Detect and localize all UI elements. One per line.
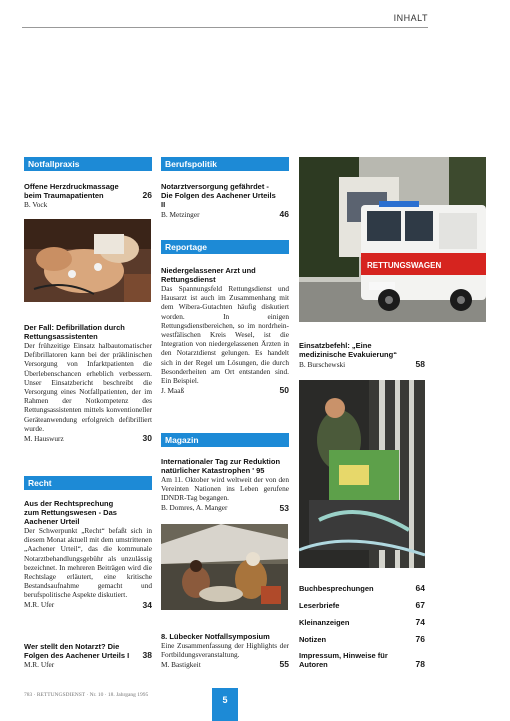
section-band: Reportage bbox=[161, 240, 289, 254]
page-number: 5 bbox=[212, 688, 238, 721]
section-band: Notfallpraxis bbox=[24, 157, 152, 171]
section-band: Magazin bbox=[161, 433, 289, 447]
entry-page: 53 bbox=[279, 502, 289, 513]
entry-title: Offene Herzdruckmassage beim Traumapatienten bbox=[24, 182, 119, 200]
entry-author: J. Maaß bbox=[161, 386, 185, 396]
ambulance-label: RETTUNGSWAGEN bbox=[367, 261, 442, 270]
defibrillation-photo bbox=[24, 219, 151, 302]
toc-entry-rechtsprechung[interactable] bbox=[24, 499, 152, 610]
toc-entry-evakuierung[interactable] bbox=[299, 341, 429, 369]
entry-page: 30 bbox=[142, 433, 152, 444]
entry-author: B. Metzinger bbox=[161, 209, 200, 219]
entry-author: M.R. Ufer bbox=[24, 600, 55, 610]
toc-entry-herzdruckmassage[interactable] bbox=[24, 182, 152, 209]
list-item-label: Kleinanzeigen bbox=[299, 618, 350, 627]
list-item-label: Leserbriefe bbox=[299, 601, 340, 610]
list-item-page: 74 bbox=[415, 617, 425, 627]
list-item[interactable] bbox=[299, 600, 429, 610]
list-item[interactable] bbox=[299, 634, 429, 644]
section-notfallpraxis bbox=[24, 157, 152, 171]
entry-title: Internationaler Tag zur Reduktion natürlicher Katastrophen ' 95 bbox=[161, 457, 281, 475]
list-item-label: Notizen bbox=[299, 635, 327, 644]
section-band: Recht bbox=[24, 476, 152, 490]
entry-abstract: Das Spannungsfeld Rettungsdienst und Hausarzt ist auch im Zusammenhang mit dem Wibera-Gutachten häufig diskutiert worden. In einigen Rettungsdienstbereichen, so im nordrhein-westfälischen Kreis Wesel, ist die Integration von niedergelassenen Ärzten in den Notarztdienst gelungen. Es handelt sich in der Regel um Lösungen, die durch Besonderheiten am Ort entstanden sind. Ein Beispiel. bbox=[161, 284, 289, 386]
entry-title: Der Fall: Defibrillation durch Rettungsassistenten bbox=[24, 323, 125, 341]
entry-page: 58 bbox=[415, 359, 425, 369]
entry-page: 55 bbox=[279, 659, 289, 670]
entry-title: Notarztversorgung gefährdet - Die Folgen des Aachener Urteils II bbox=[161, 182, 276, 209]
list-item[interactable] bbox=[299, 651, 429, 669]
entry-author: B. Vock bbox=[24, 200, 48, 209]
entry-author: B. Domres, A. Manger bbox=[161, 503, 228, 513]
entry-author: M. Hauswurz bbox=[24, 433, 64, 443]
entry-title: Einsatzbefehl: „Eine medizinische Evakuierung“ bbox=[299, 341, 397, 359]
entry-abstract: Eine Zusammenfassung der Highlights der Fortbildungsveranstaltung. bbox=[161, 641, 289, 660]
header-rule bbox=[22, 27, 428, 28]
toc-entry-symposium[interactable] bbox=[161, 632, 289, 669]
list-item-label: Buchbesprechungen bbox=[299, 584, 374, 593]
entry-page: 34 bbox=[142, 599, 152, 610]
evacuation-photo bbox=[299, 380, 425, 568]
toc-entry-notarzt[interactable] bbox=[24, 642, 152, 669]
entry-title: Aus der Rechtsprechung zum Rettungswesen - Das Aachener Urteil bbox=[24, 499, 117, 526]
entry-page: 50 bbox=[279, 385, 289, 396]
section-berufspolitik bbox=[161, 157, 289, 171]
entry-title: Niedergelassener Arzt und Rettungsdienst bbox=[161, 266, 256, 284]
toc-entry-katastrophen[interactable] bbox=[161, 457, 289, 513]
entry-author: M.R. Ufer bbox=[24, 660, 55, 669]
list-item[interactable] bbox=[299, 583, 429, 593]
entry-author: M. Bastigkeit bbox=[161, 660, 201, 670]
list-item-page: 64 bbox=[415, 583, 425, 593]
entry-page: 38 bbox=[142, 650, 152, 660]
toc-entry-defibrillation[interactable] bbox=[24, 323, 152, 443]
entry-abstract: Am 11. Oktober wird weltweit der von den Vereinten Nationen ins Leben gerufene IDNDR-Tag begangen. bbox=[161, 475, 289, 503]
list-item-page: 78 bbox=[415, 659, 425, 669]
section-recht bbox=[24, 476, 152, 490]
list-item-page: 76 bbox=[415, 634, 425, 644]
section-reportage bbox=[161, 240, 289, 254]
section-band: Berufspolitik bbox=[161, 157, 289, 171]
list-item-label: Impressum, Hinweise für Autoren bbox=[299, 651, 388, 669]
ambulance-photo bbox=[299, 157, 486, 322]
entry-page: 46 bbox=[279, 209, 289, 219]
section-magazin bbox=[161, 433, 289, 447]
footer-text: 783 · RETTUNGSDIENST · Nr. 10 · 18. Jahrgang 1995 bbox=[24, 692, 149, 698]
entry-title: Wer stellt den Notarzt? Die Folgen des Aachener Urteils I bbox=[24, 642, 130, 660]
toc-entry-niedergelassener-arzt[interactable] bbox=[161, 266, 289, 395]
list-item-page: 67 bbox=[415, 600, 425, 610]
entry-abstract: Der frühzeitige Einsatz halbautomatischer Defibrillatoren kann bei der präklinischen Versorgung von Infarktpatienten die Überlebenschancen erheblich verbessern. Unser Einsatzbericht beschreibt die Versorgung eines Notfallpatienten, der im Rahmen der Notkompetenz des Rettungsassistenten mittels konventioneller Geräteanwendung erfolgreich defibrilliert wurde. bbox=[24, 341, 152, 433]
toc-entry-notarztversorgung[interactable] bbox=[161, 182, 289, 219]
entry-title: 8. Lübecker Notfallsymposium bbox=[161, 632, 270, 641]
entry-page: 26 bbox=[142, 190, 152, 200]
entry-abstract: Der Schwerpunkt „Recht“ befaßt sich in diesem Monat aktuell mit dem umstrittenen „Aachener Urteil“, das die kommunale Notarztbehandlungsgebühr als unzulässig bezeichnet. In mehreren Beiträgen wird die Rechtslage erläutert, eine kritische Bestandsaufnahme gemacht und berufspolitische Aspekte diskutiert. bbox=[24, 526, 152, 600]
list-item[interactable] bbox=[299, 617, 429, 627]
header-title: INHALT bbox=[393, 13, 428, 23]
entry-author: B. Burschewski bbox=[299, 359, 346, 369]
disaster-relief-photo bbox=[161, 524, 288, 610]
